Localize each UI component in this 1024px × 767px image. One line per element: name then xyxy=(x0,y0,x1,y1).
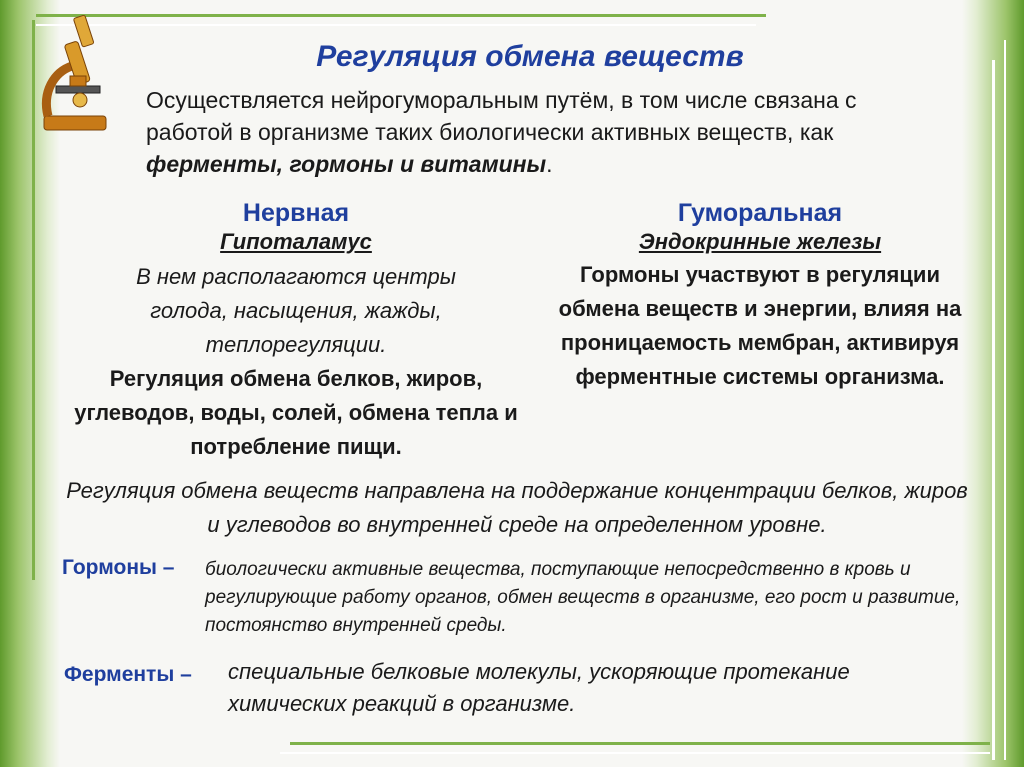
microscope-icon xyxy=(34,12,114,134)
nervous-subheading: Гипоталамус xyxy=(220,229,372,254)
humoral-subheading: Эндокринные железы xyxy=(638,229,882,254)
enzymes-term: Ферменты – xyxy=(64,663,192,686)
intro-emphasis: ферменты, гормоны и витамины xyxy=(146,151,547,177)
right-frame-line-2 xyxy=(1004,40,1006,760)
intro-paragraph xyxy=(146,84,946,180)
nervous-heading: Нервная xyxy=(242,199,350,227)
enzymes-definition: специальные белковые молекулы, ускоряющие протекание химических реакций в организме. xyxy=(228,659,850,716)
bottom-frame-line xyxy=(290,742,990,745)
right-frame-line xyxy=(992,60,995,760)
hormones-term: Гормоны – xyxy=(62,556,175,579)
nervous-description: В нем располагаются центры голода, насыщения, жажды, теплорегуляции. xyxy=(136,264,456,357)
intro-text: Осуществляется нейрогуморальным путём, в том числе связана с работой в организме таких биологически активных веществ, как xyxy=(146,87,857,145)
humoral-heading: Гуморальная xyxy=(677,199,843,227)
bottom-frame-line-2 xyxy=(280,752,990,754)
page-title: Регуляция обмена веществ xyxy=(316,40,744,73)
nervous-regulation-text: Регуляция обмена белков, жиров, углеводов, воды, солей, обмена тепла и потребление пищи. xyxy=(74,366,518,459)
intro-end: . xyxy=(546,151,553,177)
top-frame-line-2 xyxy=(36,24,756,26)
humoral-column xyxy=(540,198,980,394)
humoral-description: Гормоны участвуют в регуляции обмена веществ и энергии, влияя на проницаемость мембран, активируя ферментные системы организма. xyxy=(558,262,962,389)
top-frame-line xyxy=(36,14,766,17)
hormones-definition: биологически активные вещества, поступающие непосредственно в кровь и регулирующие работу органов, обмен веществ в организме, его рост и развитие, постоянство внутренней среды. xyxy=(205,559,961,636)
nervous-column xyxy=(66,198,526,464)
summary-text: Регуляция обмена веществ направлена на поддержание концентрации белков, жиров и углеводов во внутренней среде на определенном уровне. xyxy=(66,478,968,537)
